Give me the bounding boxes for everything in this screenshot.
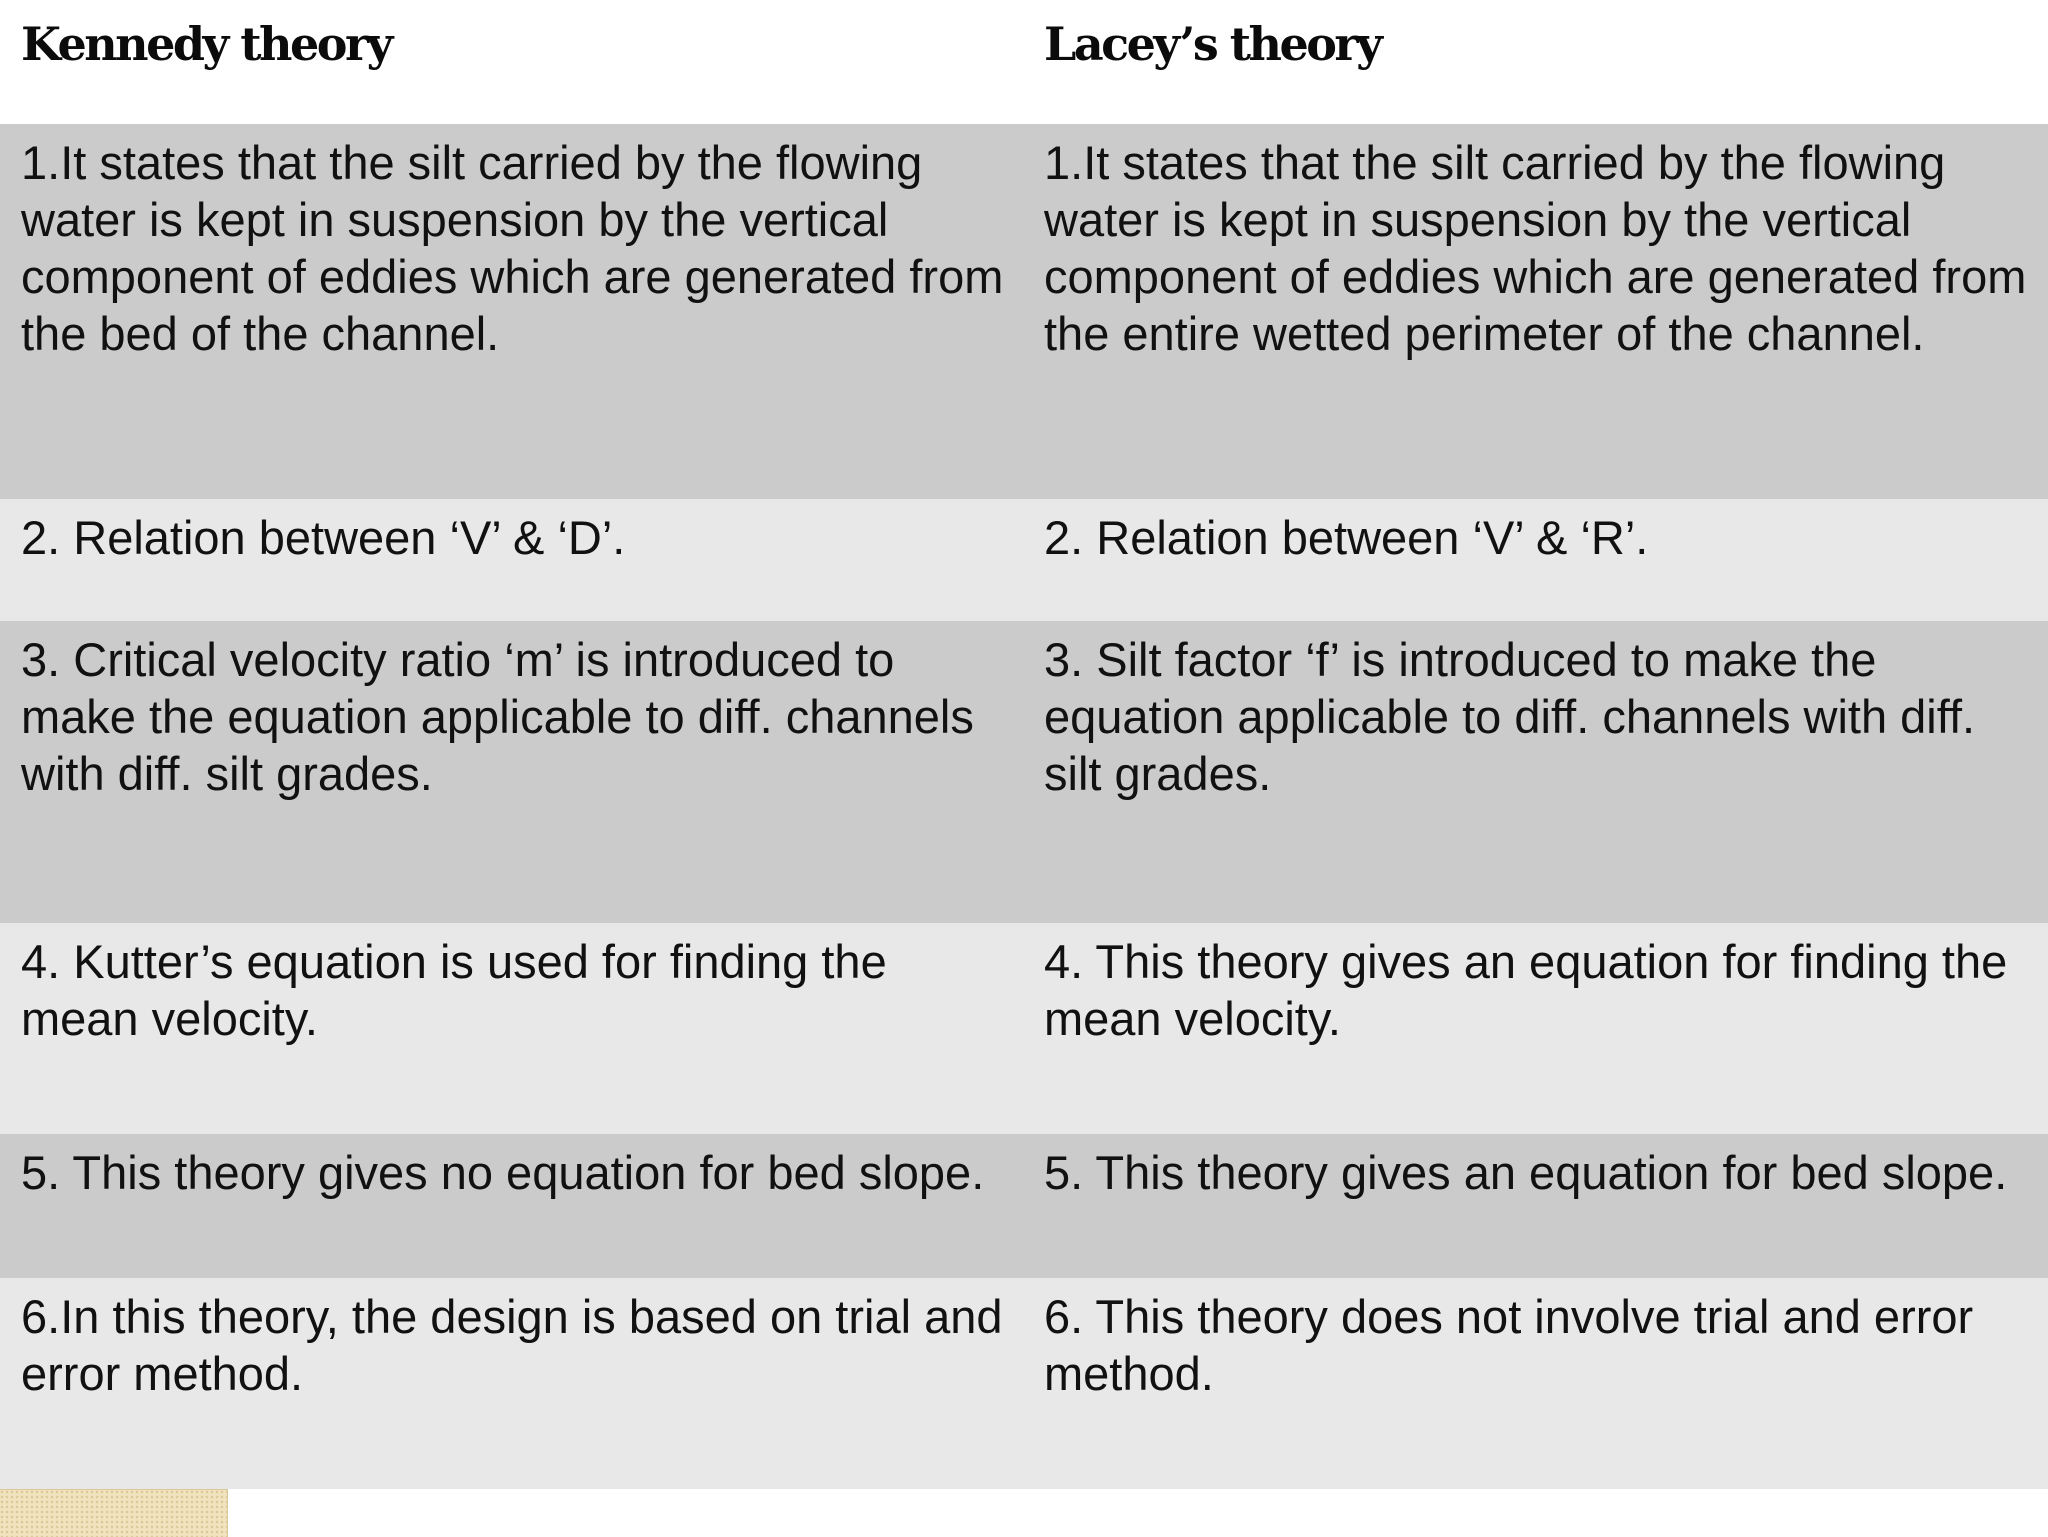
lacey-point-6: 6. This theory does not involve trial and error method. — [1044, 1290, 1974, 1400]
lacey-point-2: 2. Relation between ‘V’ & ‘R’. — [1044, 511, 1649, 564]
footer-decorative-swatch — [0, 1489, 228, 1537]
table-row-4 — [0, 923, 2048, 1134]
kennedy-point-5: 5. This theory gives no equation for bed slope. — [21, 1146, 985, 1199]
lacey-point-5: 5. This theory gives an equation for bed slope. — [1044, 1146, 2008, 1199]
table-row-5 — [0, 1134, 2048, 1278]
table-row-6 — [0, 1278, 2048, 1489]
kennedy-point-6: 6.In this theory, the design is based on trial and error method. — [21, 1290, 1003, 1400]
table-row-2 — [0, 499, 2048, 621]
lacey-point-1: 1.It states that the silt carried by the flowing water is kept in suspension by the vertical component of eddies which are generated from the entire wetted perimeter of the channel. — [1044, 136, 2027, 360]
kennedy-point-3: 3. Critical velocity ratio ‘m’ is introduced to make the equation applicable to diff. channels with diff. silt grades. — [21, 633, 974, 800]
lacey-point-3: 3. Silt factor ‘f’ is introduced to make the equation applicable to diff. channels with diff. silt grades. — [1044, 633, 1976, 800]
table-header-row — [0, 0, 2048, 124]
header-laceys-theory: Lacey’s theory — [1044, 17, 1381, 71]
table-row-3 — [0, 621, 2048, 923]
header-kennedy-theory: Kennedy theory — [21, 17, 391, 71]
table-row-1 — [0, 124, 2048, 499]
kennedy-point-4: 4. Kutter’s equation is used for finding the mean velocity. — [21, 935, 887, 1045]
lacey-point-4: 4. This theory gives an equation for finding the mean velocity. — [1044, 935, 2008, 1045]
kennedy-point-2: 2. Relation between ‘V’ & ‘D’. — [21, 511, 626, 564]
kennedy-point-1: 1.It states that the silt carried by the flowing water is kept in suspension by the vertical component of eddies which are generated from the bed of the channel. — [21, 136, 1004, 360]
